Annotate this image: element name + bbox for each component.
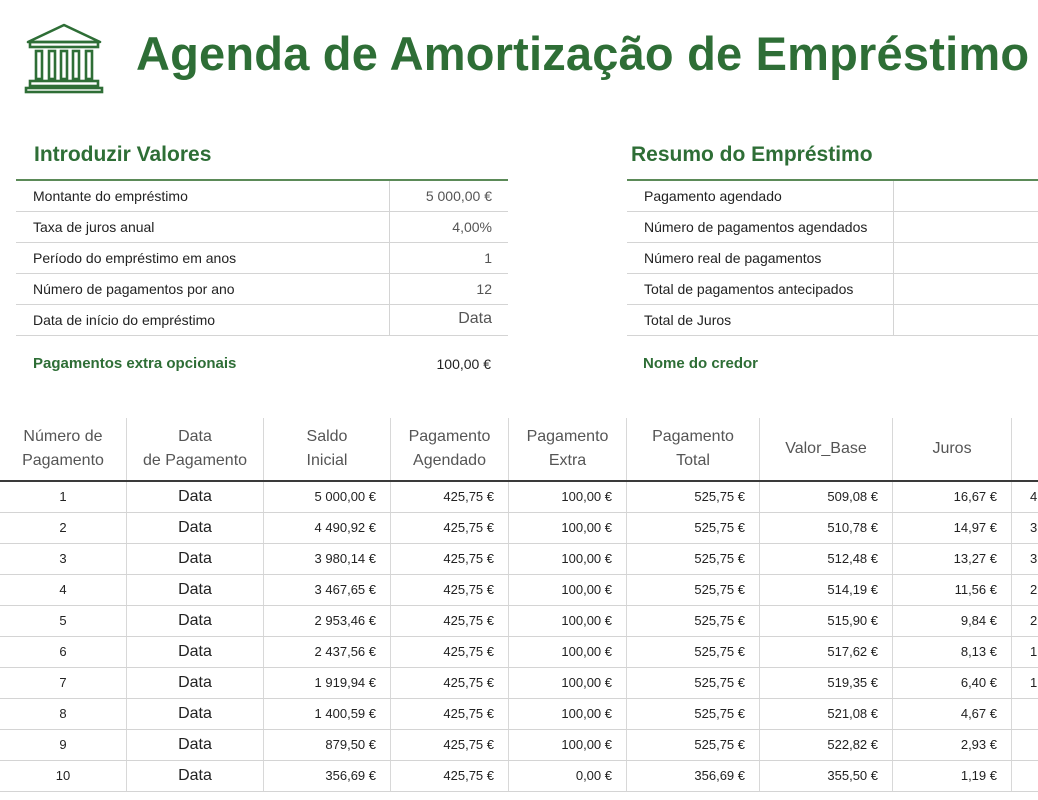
table-cell-extra: 100,00 € — [509, 668, 627, 698]
page-title: Agenda de Amortização de Empréstimo — [136, 27, 1030, 80]
input-value[interactable]: 12 — [476, 281, 492, 297]
extra-payments-value[interactable]: 100,00 € — [436, 356, 491, 372]
summary-divider — [893, 181, 894, 211]
table-cell-date: Data — [127, 606, 264, 636]
input-divider — [389, 181, 390, 211]
summary-divider — [893, 305, 894, 335]
table-cell-total: 525,75 € — [627, 668, 760, 698]
table-cell-base: 514,19 € — [760, 575, 893, 605]
table-cell-n: 9 — [0, 730, 127, 760]
table-row — [0, 699, 1038, 730]
table-cell-total: 525,75 € — [627, 699, 760, 729]
table-cell-n: 10 — [0, 761, 127, 791]
table-cell-juros: 14,97 € — [893, 513, 1012, 543]
inputs-heading: Introduzir Valores — [34, 143, 212, 166]
table-cell-date: Data — [127, 482, 264, 512]
column-header-text: Pagamento — [408, 428, 491, 445]
table-cell-next — [1012, 761, 1038, 791]
table-cell-next: 3 — [1030, 551, 1038, 566]
input-value[interactable]: 4,00% — [452, 219, 492, 235]
column-header[interactable] — [127, 418, 264, 480]
input-row — [16, 181, 508, 212]
table-cell-saldo: 2 437,56 € — [264, 637, 391, 667]
input-label: Número de pagamentos por ano — [33, 281, 235, 297]
table-row — [0, 606, 1038, 637]
summary-label: Total de pagamentos antecipados — [644, 281, 854, 297]
table-cell-agendado: 425,75 € — [391, 544, 509, 574]
summary-heading: Resumo do Empréstimo — [631, 143, 873, 166]
input-divider — [389, 305, 390, 335]
input-row — [16, 243, 508, 274]
input-divider — [389, 243, 390, 273]
table-cell-total: 356,69 € — [627, 761, 760, 791]
table-cell-extra: 100,00 € — [509, 699, 627, 729]
table-cell-n: 5 — [0, 606, 127, 636]
table-row — [0, 544, 1038, 575]
table-cell-agendado: 425,75 € — [391, 699, 509, 729]
schedule-header — [0, 418, 1038, 480]
table-cell-base: 512,48 € — [760, 544, 893, 574]
table-cell-n: 3 — [0, 544, 127, 574]
column-header-text: Pagamento — [652, 428, 734, 445]
column-header[interactable] — [264, 418, 391, 480]
table-cell-date: Data — [127, 761, 264, 791]
table-cell-n: 4 — [0, 575, 127, 605]
input-label: Taxa de juros anual — [33, 219, 155, 235]
table-cell-agendado: 425,75 € — [391, 730, 509, 760]
table-cell-juros: 8,13 € — [893, 637, 1012, 667]
column-header-text: Pagamento — [22, 452, 104, 469]
table-cell-juros: 2,93 € — [893, 730, 1012, 760]
column-header-text: Saldo — [306, 428, 348, 445]
summary-divider — [893, 274, 894, 304]
summary-label: Número de pagamentos agendados — [644, 219, 868, 235]
table-cell-base: 355,50 € — [760, 761, 893, 791]
table-cell-saldo: 1 400,59 € — [264, 699, 391, 729]
table-cell-agendado: 425,75 € — [391, 668, 509, 698]
table-cell-total: 525,75 € — [627, 730, 760, 760]
summary-row — [627, 212, 1038, 243]
column-header-text: Inicial — [306, 452, 348, 469]
table-cell-next: 3 — [1030, 520, 1038, 535]
table-cell-next — [1012, 699, 1038, 729]
table-cell-next: 1 — [1030, 675, 1038, 690]
table-cell-date: Data — [127, 544, 264, 574]
table-row — [0, 575, 1038, 606]
table-cell-agendado: 425,75 € — [391, 482, 509, 512]
input-row — [16, 305, 508, 336]
column-header-text: Número de — [23, 428, 103, 445]
input-row — [16, 274, 508, 305]
bank-building-icon — [24, 22, 104, 94]
table-cell-next — [1012, 730, 1038, 760]
table-cell-date: Data — [127, 575, 264, 605]
input-value[interactable]: 1 — [484, 250, 492, 266]
input-value[interactable]: 5 000,00 € — [425, 188, 492, 204]
column-header-text: Juros — [932, 440, 972, 457]
table-cell-date: Data — [127, 513, 264, 543]
table-cell-base: 521,08 € — [760, 699, 893, 729]
table-cell-agendado: 425,75 € — [391, 637, 509, 667]
table-cell-date: Data — [127, 637, 264, 667]
summary-row — [627, 274, 1038, 305]
column-header-text: Total — [676, 452, 710, 469]
table-cell-agendado: 425,75 € — [391, 575, 509, 605]
summary-label: Número real de pagamentos — [644, 250, 822, 266]
table-cell-extra: 0,00 € — [509, 761, 627, 791]
table-cell-n: 1 — [0, 482, 127, 512]
table-cell-n: 2 — [0, 513, 127, 543]
table-cell-saldo: 879,50 € — [264, 730, 391, 760]
table-cell-juros: 13,27 € — [893, 544, 1012, 574]
table-cell-n: 6 — [0, 637, 127, 667]
table-cell-total: 525,75 € — [627, 544, 760, 574]
table-cell-agendado: 425,75 € — [391, 606, 509, 636]
table-cell-total: 525,75 € — [627, 482, 760, 512]
table-cell-n: 8 — [0, 699, 127, 729]
extra-payments-label: Pagamentos extra opcionais — [33, 355, 237, 372]
input-label: Data de início do empréstimo — [33, 312, 216, 328]
table-cell-base: 515,90 € — [760, 606, 893, 636]
column-header[interactable] — [391, 418, 509, 480]
table-row — [0, 761, 1038, 792]
table-cell-juros: 1,19 € — [893, 761, 1012, 791]
column-header-text: Valor_Base — [785, 440, 867, 457]
table-cell-juros: 6,40 € — [893, 668, 1012, 698]
table-cell-juros: 16,67 € — [893, 482, 1012, 512]
table-cell-extra: 100,00 € — [509, 575, 627, 605]
table-cell-saldo: 4 490,92 € — [264, 513, 391, 543]
input-label: Período do empréstimo em anos — [33, 250, 237, 266]
table-cell-saldo: 2 953,46 € — [264, 606, 391, 636]
column-header-text: Pagamento — [526, 428, 609, 445]
column-header[interactable] — [627, 418, 760, 480]
input-value[interactable]: Data — [458, 310, 492, 327]
input-row — [16, 212, 508, 243]
summary-divider — [893, 212, 894, 242]
table-cell-next: 2 — [1030, 613, 1038, 628]
table-row — [0, 513, 1038, 544]
table-cell-extra: 100,00 € — [509, 482, 627, 512]
table-cell-extra: 100,00 € — [509, 544, 627, 574]
column-header-text: Data — [178, 428, 212, 445]
table-cell-juros: 9,84 € — [893, 606, 1012, 636]
table-cell-next: 2 — [1030, 582, 1038, 597]
table-cell-date: Data — [127, 699, 264, 729]
table-cell-agendado: 425,75 € — [391, 513, 509, 543]
table-cell-extra: 100,00 € — [509, 513, 627, 543]
column-header[interactable] — [893, 418, 1012, 480]
column-header-text: de Pagamento — [142, 452, 248, 469]
table-cell-extra: 100,00 € — [509, 637, 627, 667]
table-cell-saldo: 5 000,00 € — [264, 482, 391, 512]
table-cell-date: Data — [127, 730, 264, 760]
table-cell-extra: 100,00 € — [509, 730, 627, 760]
table-cell-base: 509,08 € — [760, 482, 893, 512]
table-row — [0, 668, 1038, 699]
table-cell-next: 1 — [1030, 644, 1038, 659]
summary-label: Pagamento agendado — [644, 188, 782, 204]
table-row — [0, 730, 1038, 761]
summary-row — [627, 243, 1038, 274]
table-cell-extra: 100,00 € — [509, 606, 627, 636]
summary-row — [627, 181, 1038, 212]
table-cell-total: 525,75 € — [627, 637, 760, 667]
table-cell-base: 519,35 € — [760, 668, 893, 698]
table-cell-base: 517,62 € — [760, 637, 893, 667]
table-cell-n: 7 — [0, 668, 127, 698]
lender-name-label: Nome do credor — [643, 355, 759, 372]
summary-label: Total de Juros — [644, 312, 732, 328]
input-divider — [389, 274, 390, 304]
column-header[interactable] — [760, 418, 893, 480]
summary-row — [627, 305, 1038, 336]
column-header-text: Extra — [548, 452, 587, 469]
summary-divider — [893, 243, 894, 273]
table-cell-saldo: 3 980,14 € — [264, 544, 391, 574]
table-row — [0, 482, 1038, 513]
column-header[interactable] — [509, 418, 627, 480]
table-cell-total: 525,75 € — [627, 606, 760, 636]
table-row — [0, 637, 1038, 668]
table-cell-base: 510,78 € — [760, 513, 893, 543]
table-cell-saldo: 3 467,65 € — [264, 575, 391, 605]
column-header[interactable] — [0, 418, 127, 480]
table-cell-total: 525,75 € — [627, 575, 760, 605]
table-cell-total: 525,75 € — [627, 513, 760, 543]
table-cell-saldo: 356,69 € — [264, 761, 391, 791]
table-cell-next: 4 — [1030, 489, 1038, 504]
table-cell-date: Data — [127, 668, 264, 698]
column-header-text: Agendado — [413, 452, 486, 469]
input-label: Montante do empréstimo — [33, 188, 188, 204]
table-cell-agendado: 425,75 € — [391, 761, 509, 791]
input-divider — [389, 212, 390, 242]
table-cell-base: 522,82 € — [760, 730, 893, 760]
table-cell-juros: 11,56 € — [893, 575, 1012, 605]
table-cell-saldo: 1 919,94 € — [264, 668, 391, 698]
table-cell-juros: 4,67 € — [893, 699, 1012, 729]
